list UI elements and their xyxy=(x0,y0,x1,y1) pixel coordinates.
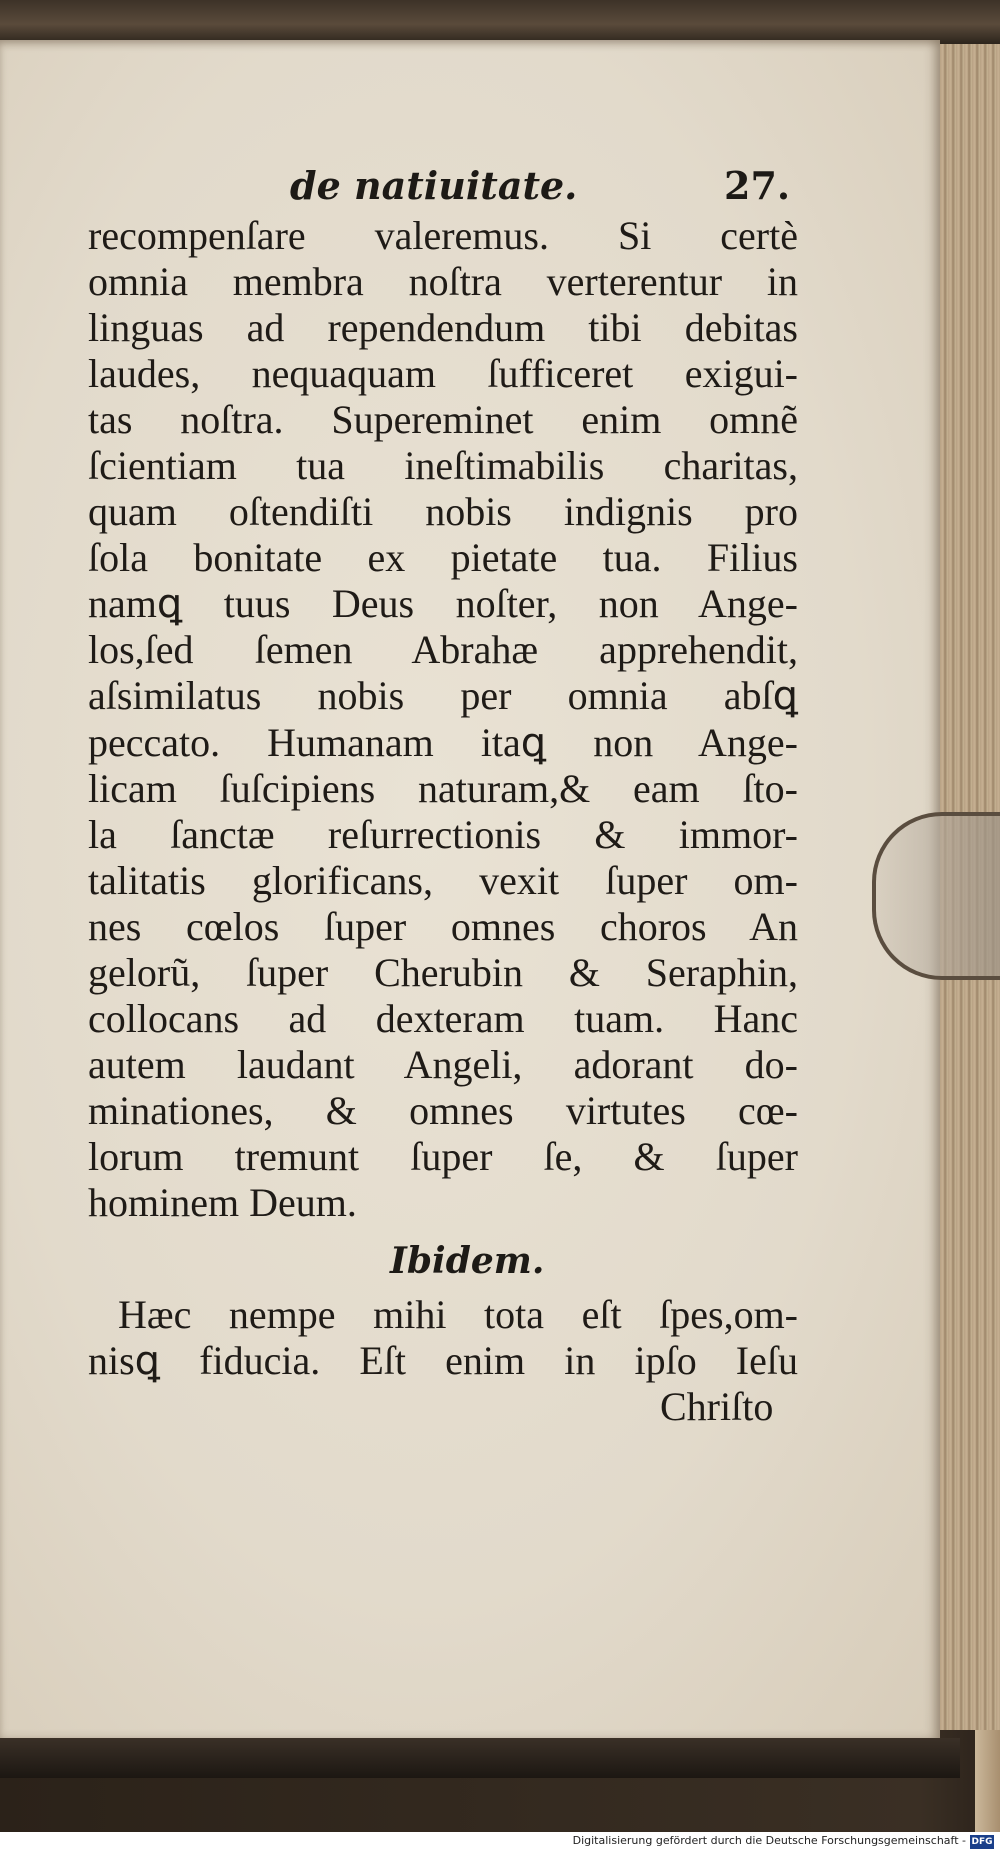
page-number: 27. xyxy=(724,163,791,208)
text-line: minationes, & omnes virtutes cœ- xyxy=(88,1088,798,1133)
text-line: quam oſtendiſti nobis indignis pro xyxy=(88,489,798,534)
text-line: recompenſare valeremus. Si certè xyxy=(88,213,798,258)
text-line: aſsimilatus nobis per omnia abſꝗ xyxy=(88,673,798,718)
text-line: los,ſed ſemen Abrahæ apprehendit, xyxy=(88,627,798,672)
catchword: Chriſto xyxy=(660,1384,774,1429)
running-head: de natiuitate. xyxy=(290,163,578,208)
text-line: la ſanctæ reſurrectionis & immor- xyxy=(88,812,798,857)
text-line: tas noſtra. Supereminet enim omnẽ xyxy=(88,397,798,442)
text-line: nes cœlos ſuper omnes choros An xyxy=(88,904,798,949)
text-line: talitatis glorificans, vexit ſuper om- xyxy=(88,858,798,903)
text-line: ſola bonitate ex pietate tua. Filius xyxy=(88,535,798,580)
funding-note: Digitalisierung gefördert durch die Deutsche Forschungsgemeinschaft - xyxy=(572,1834,966,1847)
text-line: lorum tremunt ſuper ſe, & ſuper xyxy=(88,1134,798,1179)
text-line: collocans ad dexteram tuam. Hanc xyxy=(88,996,798,1041)
bookmark-tab xyxy=(872,812,1000,980)
text-line: autem laudant Angeli, adorant do- xyxy=(88,1042,798,1087)
text-line: peccato. Humanam itaꝗ non Ange- xyxy=(88,720,798,765)
text-line: Hæc nempe mihi tota eſt ſpes,om- xyxy=(118,1292,798,1337)
section-heading: Ibidem. xyxy=(390,1240,545,1282)
text-line: ſcientiam tua ineſtimabilis charitas, xyxy=(88,443,798,488)
top-binding-shadow xyxy=(0,0,1000,44)
text-line: omnia membra noſtra verterentur in xyxy=(88,259,798,304)
text-line: linguas ad rependendum tibi debitas xyxy=(88,305,798,350)
bottom-shadow xyxy=(0,1738,960,1778)
text-line: gelorũ, ſuper Cherubin & Seraphin, xyxy=(88,950,798,995)
dfg-logo: DFG xyxy=(971,1837,993,1847)
text-line: hominem Deum. xyxy=(88,1180,357,1225)
text-line: namꝗ tuus Deus noſter, non Ange- xyxy=(88,581,798,626)
text-line: nisꝗ fiducia. Eſt enim in ipſo Ieſu xyxy=(88,1338,798,1383)
text-line: licam ſuſcipiens naturam,& eam ſto- xyxy=(88,766,798,811)
text-line: laudes, nequaquam ſufficeret exigui- xyxy=(88,351,798,396)
